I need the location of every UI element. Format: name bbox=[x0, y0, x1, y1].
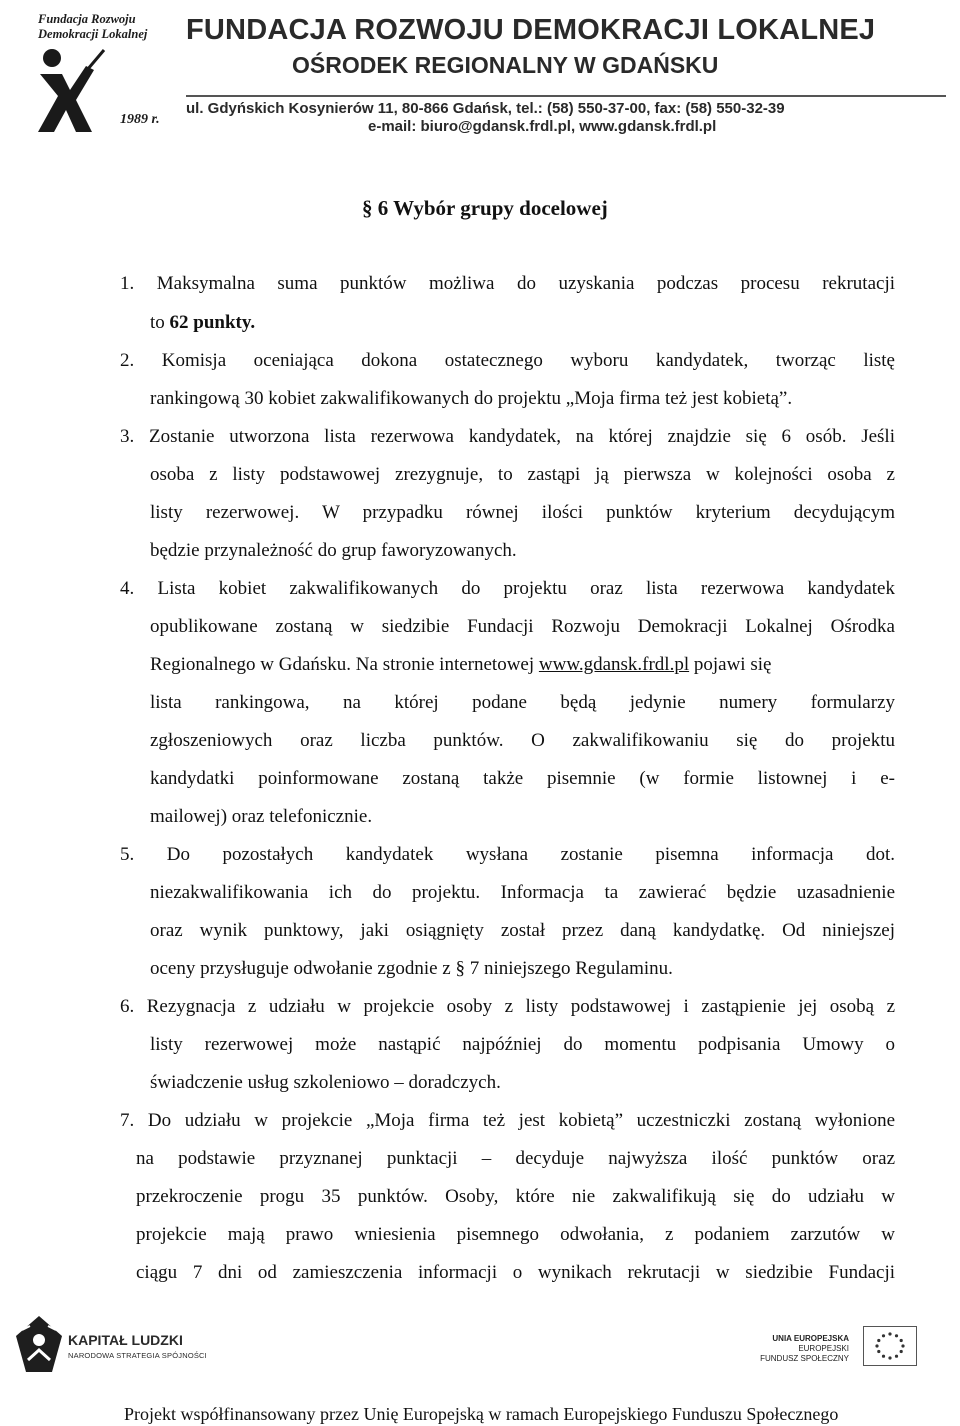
item-4-line-6: kandydatki poinformowane zostaną także pisemnie (w formie listownej i e- bbox=[150, 768, 895, 789]
eu-name: UNIA EUROPEJSKA bbox=[772, 1334, 849, 1343]
item-4-line-3-tail: pojawi się bbox=[689, 654, 772, 675]
item-3-line-1: 3. Zostanie utworzona lista rezerwowa kandydatek, na której znajdzie się 6 osób. Jeśli bbox=[120, 426, 895, 447]
item-5-line-1: 5. Do pozostałych kandydatek wysłana zostanie pisemna informacja dot. bbox=[120, 844, 895, 865]
item-7-line-5: ciągu 7 dni od zamieszczenia informacji o wynikach rekrutacji w siedzibie Fundacji bbox=[136, 1262, 895, 1283]
organization-contact: e-mail: biuro@gdansk.frdl.pl, www.gdansk.frdl.pl bbox=[368, 118, 717, 135]
item-2-line-1: 2. Komisja oceniająca dokona ostatecznego wyboru kandydatek, tworząc listę bbox=[120, 350, 895, 371]
logo-year: 1989 r. bbox=[120, 112, 160, 127]
item-6-line-3: świadczenie usług szkoleniowo – doradczych. bbox=[150, 1072, 501, 1093]
item-7-line-1: 7. Do udziału w projekcie „Moja firma też jest kobietą” uczestniczki zostaną wyłonione bbox=[120, 1110, 895, 1131]
eu-logo bbox=[745, 1326, 925, 1370]
logo-name-line-1: Fundacja Rozwoju bbox=[38, 12, 136, 26]
organization-address: ul. Gdyńskich Kosynierów 11, 80-866 Gdańsk, tel.: (58) 550-37-00, fax: (58) 550-32-39 bbox=[186, 100, 785, 117]
item-4-line-2: opublikowane zostaną w siedzibie Fundacji Rozwoju Demokracji Lokalnej Ośrodka bbox=[150, 616, 895, 637]
website-link[interactable]: www.gdansk.frdl.pl bbox=[538, 654, 690, 675]
item-2-line-2: rankingową 30 kobiet zakwalifikowanych do projektu „Moja firma też jest kobietą”. bbox=[150, 388, 793, 409]
eu-flag-icon bbox=[863, 1326, 917, 1366]
item-7-line-3: przekroczenie progu 35 punktów. Osoby, które nie zakwalifikują się do udziału w bbox=[136, 1186, 895, 1207]
item-4-line-4: lista rankingowa, na której podane będą jedynie numery formularzy bbox=[150, 692, 895, 713]
logo-name-line-2: Demokracji Lokalnej bbox=[38, 27, 148, 41]
item-4-line-3-text: Regionalnego w Gdańsku. Na stronie internetowej bbox=[150, 654, 539, 675]
kapital-ludzki-subtitle: NARODOWA STRATEGIA SPÓJNOŚCI bbox=[68, 1351, 207, 1360]
item-7-line-2: na podstawie przyznanej punktacji – decyduje najwyższa ilość punktów oraz bbox=[136, 1148, 895, 1169]
cofinancing-note: Projekt współfinansowany przez Unię Europejską w ramach Europejskiego Funduszu Społecznego bbox=[124, 1404, 839, 1424]
eu-fund-line-1: EUROPEJSKI bbox=[798, 1344, 849, 1353]
item-3-line-2: osoba z listy podstawowej zrezygnuje, to zastąpi ją pierwsza w kolejności osoba z bbox=[150, 464, 895, 485]
item-1-points: 62 punkty. bbox=[169, 312, 256, 333]
item-1-line-2 bbox=[150, 311, 255, 335]
item-3-line-3: listy rezerwowej. W przypadku równej ilości punktów kryterium decydującym bbox=[150, 502, 895, 523]
item-6-line-1: 6. Rezygnacja z udziału w projekcie osoby z listy podstawowej i zastąpienie jej osobą z bbox=[120, 996, 895, 1017]
kapital-ludzki-logo bbox=[16, 1316, 276, 1376]
item-5-line-4: oceny przysługuje odwołanie zgodnie z § 7 niniejszego Regulaminu. bbox=[150, 958, 673, 979]
eu-fund-line-2: FUNDUSZ SPOŁECZNY bbox=[760, 1354, 849, 1363]
item-4-line-5: zgłoszeniowych oraz liczba punktów. O zakwalifikowaniu się do projektu bbox=[150, 730, 895, 751]
item-3-line-4: będzie przynależność do grup faworyzowanych. bbox=[150, 540, 517, 561]
item-5-line-2: niezakwalifikowania ich do projektu. Informacja ta zawierać będzie uzasadnienie bbox=[150, 882, 895, 903]
letterhead-divider bbox=[186, 95, 946, 97]
section-title: § 6 Wybór grupy docelowej bbox=[362, 196, 608, 220]
item-4-line-7: mailowej) oraz telefonicznie. bbox=[150, 806, 373, 827]
organization-branch: OŚRODEK REGIONALNY W GDAŃSKU bbox=[292, 52, 719, 78]
item-4-line-3 bbox=[150, 653, 771, 677]
kapital-ludzki-emblem-icon bbox=[16, 1316, 62, 1372]
kapital-ludzki-title: KAPITAŁ LUDZKI bbox=[68, 1332, 183, 1348]
eu-logo-text bbox=[760, 1334, 849, 1364]
letterhead bbox=[0, 0, 960, 150]
logo-figure-icon bbox=[30, 44, 110, 134]
item-1-line-1: 1. Maksymalna suma punktów możliwa do uzyskania podczas procesu rekrutacji bbox=[120, 273, 895, 294]
item-1-line-2-text: to bbox=[150, 312, 170, 333]
organization-name: FUNDACJA ROZWOJU DEMOKRACJI LOKALNEJ bbox=[186, 14, 876, 46]
item-5-line-3: oraz wynik punktowy, jaki osiągnięty został przez daną kandydatkę. Od niniejszej bbox=[150, 920, 895, 941]
item-6-line-2: listy rezerwowej może nastąpić najpóźniej do momentu podpisania Umowy o bbox=[150, 1034, 895, 1055]
item-4-line-1: 4. Lista kobiet zakwalifikowanych do projektu oraz lista rezerwowa kandydatek bbox=[120, 578, 895, 599]
foundation-logo bbox=[30, 12, 180, 132]
logo-name bbox=[38, 12, 178, 42]
item-7-line-4: projekcie mają prawo wniesienia pisemnego odwołania, z podaniem zarzutów w bbox=[136, 1224, 895, 1245]
